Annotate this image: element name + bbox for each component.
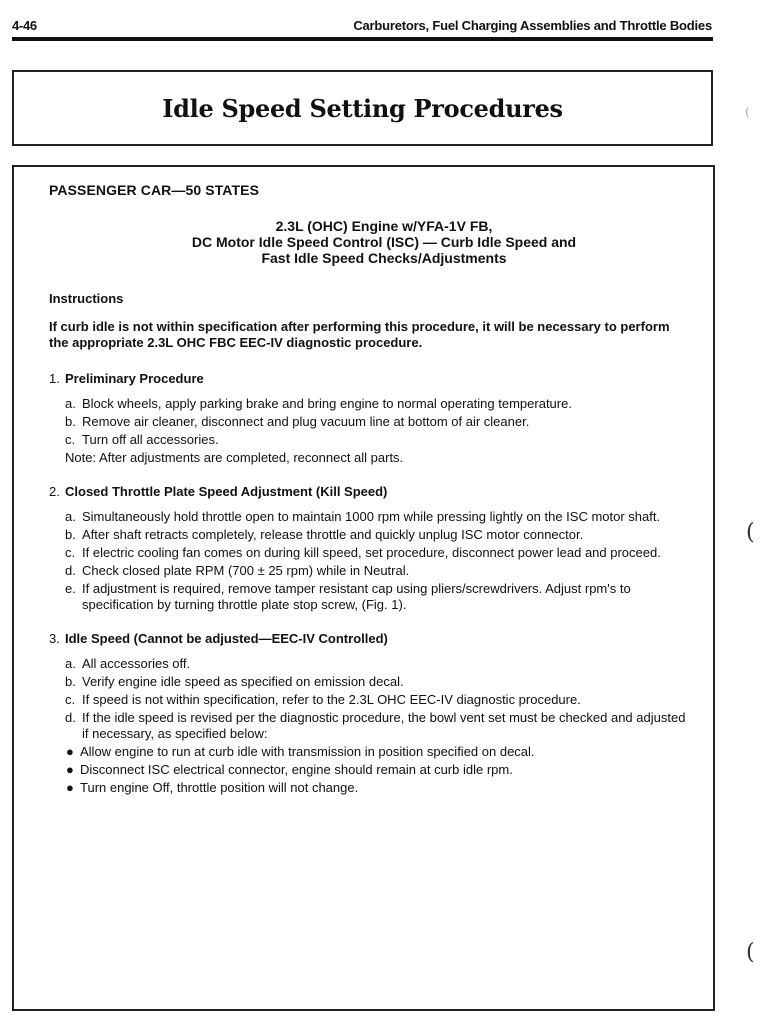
instructions-heading: Instructions xyxy=(49,291,124,306)
item-letter: e. xyxy=(65,581,76,596)
item-text: If electric cooling fan comes on during kill speed, set procedure, disconnect power lead and proceed. xyxy=(82,545,661,560)
running-head: Carburetors, Fuel Charging Assemblies and Throttle Bodies xyxy=(353,18,712,33)
procedure-subtitle xyxy=(49,218,689,266)
item-text: If speed is not within specification, refer to the 2.3L OHC EEC-IV diagnostic procedure. xyxy=(82,692,581,707)
page-number: 4-46 xyxy=(12,18,37,33)
margin-mark: ( xyxy=(746,520,755,545)
item-text: If the idle speed is revised per the diagnostic procedure, the bowl vent set must be checked and adjusted if necessary, as specified below: xyxy=(82,710,686,741)
list-item xyxy=(65,710,689,742)
bullet-dot-icon: ● xyxy=(66,780,74,795)
step-3-list xyxy=(65,656,689,742)
page-title: Idle Speed Setting Procedures xyxy=(162,93,563,123)
step-number: 1. xyxy=(49,371,60,386)
list-item xyxy=(65,674,689,690)
list-item xyxy=(65,527,689,543)
list-item xyxy=(65,545,689,561)
item-text: Turn off all accessories. xyxy=(82,432,219,447)
instructions-text: If curb idle is not within specification after performing this procedure, it will be necessary to perform the appropriate 2.3L OHC FBC EEC-IV diagnostic procedure. xyxy=(49,319,670,350)
item-letter: d. xyxy=(65,563,76,578)
title-box xyxy=(12,70,713,146)
margin-mark: ( xyxy=(746,940,755,965)
content-box xyxy=(12,165,715,1011)
item-letter: c. xyxy=(65,545,76,560)
list-item xyxy=(65,581,689,613)
step-1-note: Note: After adjustments are completed, reconnect all parts. xyxy=(65,450,404,465)
item-text: Verify engine idle speed as specified on emission decal. xyxy=(82,674,404,689)
header-rule xyxy=(12,37,713,41)
step-2-list xyxy=(65,509,689,613)
list-item xyxy=(65,396,689,412)
item-text: Check closed plate RPM (700 ± 25 rpm) while in Neutral. xyxy=(82,563,410,578)
list-item xyxy=(65,432,689,448)
item-text: After shaft retracts completely, release throttle and quickly unplug ISC motor connector. xyxy=(82,527,584,542)
section-heading: PASSENGER CAR—50 STATES xyxy=(49,182,260,198)
item-text: Block wheels, apply parking brake and bring engine to normal operating temperature. xyxy=(82,396,572,411)
item-letter: a. xyxy=(65,656,76,671)
item-letter: a. xyxy=(65,396,76,411)
list-item xyxy=(65,656,689,672)
bullet-text: Turn engine Off, throttle position will not change. xyxy=(80,780,359,795)
item-letter: c. xyxy=(65,432,76,447)
step-1-list xyxy=(65,396,689,448)
step-title: Preliminary Procedure xyxy=(65,371,204,386)
content-body xyxy=(49,182,689,798)
margin-mark: ( xyxy=(745,105,750,119)
step-2-heading xyxy=(49,484,689,500)
subtitle-line: DC Motor Idle Speed Control (ISC) — Curb Idle Speed and xyxy=(191,234,577,250)
bullet-item xyxy=(66,744,689,760)
bullet-dot-icon: ● xyxy=(66,744,74,759)
step-title: Idle Speed (Cannot be adjusted—EEC-IV Controlled) xyxy=(65,631,388,646)
step-3-heading xyxy=(49,631,689,647)
subtitle-line: Fast Idle Speed Checks/Adjustments xyxy=(261,250,507,266)
bullet-item xyxy=(66,762,689,778)
item-letter: c. xyxy=(65,692,76,707)
bullet-text: Allow engine to run at curb idle with transmission in position specified on decal. xyxy=(80,744,535,759)
bullet-item xyxy=(66,780,689,796)
item-letter: b. xyxy=(65,414,76,429)
list-item xyxy=(65,414,689,430)
list-item xyxy=(65,509,689,525)
step-3-bullets xyxy=(66,744,689,796)
step-title: Closed Throttle Plate Speed Adjustment (Kill Speed) xyxy=(65,484,388,499)
item-letter: d. xyxy=(65,710,76,725)
item-text: All accessories off. xyxy=(82,656,191,671)
item-letter: b. xyxy=(65,527,76,542)
item-text: If adjustment is required, remove tamper resistant cap using pliers/screwdrivers. Adjust rpm's to specification by turning throttle plate stop screw, (Fig. 1). xyxy=(82,581,631,612)
list-item xyxy=(65,692,689,708)
step-number: 2. xyxy=(49,484,60,499)
item-letter: a. xyxy=(65,509,76,524)
item-letter: b. xyxy=(65,674,76,689)
list-item xyxy=(65,563,689,579)
bullet-dot-icon: ● xyxy=(66,762,74,777)
item-text: Simultaneously hold throttle open to maintain 1000 rpm while pressing lightly on the ISC motor shaft. xyxy=(82,509,661,524)
subtitle-line: 2.3L (OHC) Engine w/YFA-1V FB, xyxy=(275,218,493,234)
step-number: 3. xyxy=(49,631,60,646)
step-1-heading xyxy=(49,371,689,387)
item-text: Remove air cleaner, disconnect and plug vacuum line at bottom of air cleaner. xyxy=(82,414,530,429)
bullet-text: Disconnect ISC electrical connector, engine should remain at curb idle rpm. xyxy=(80,762,513,777)
